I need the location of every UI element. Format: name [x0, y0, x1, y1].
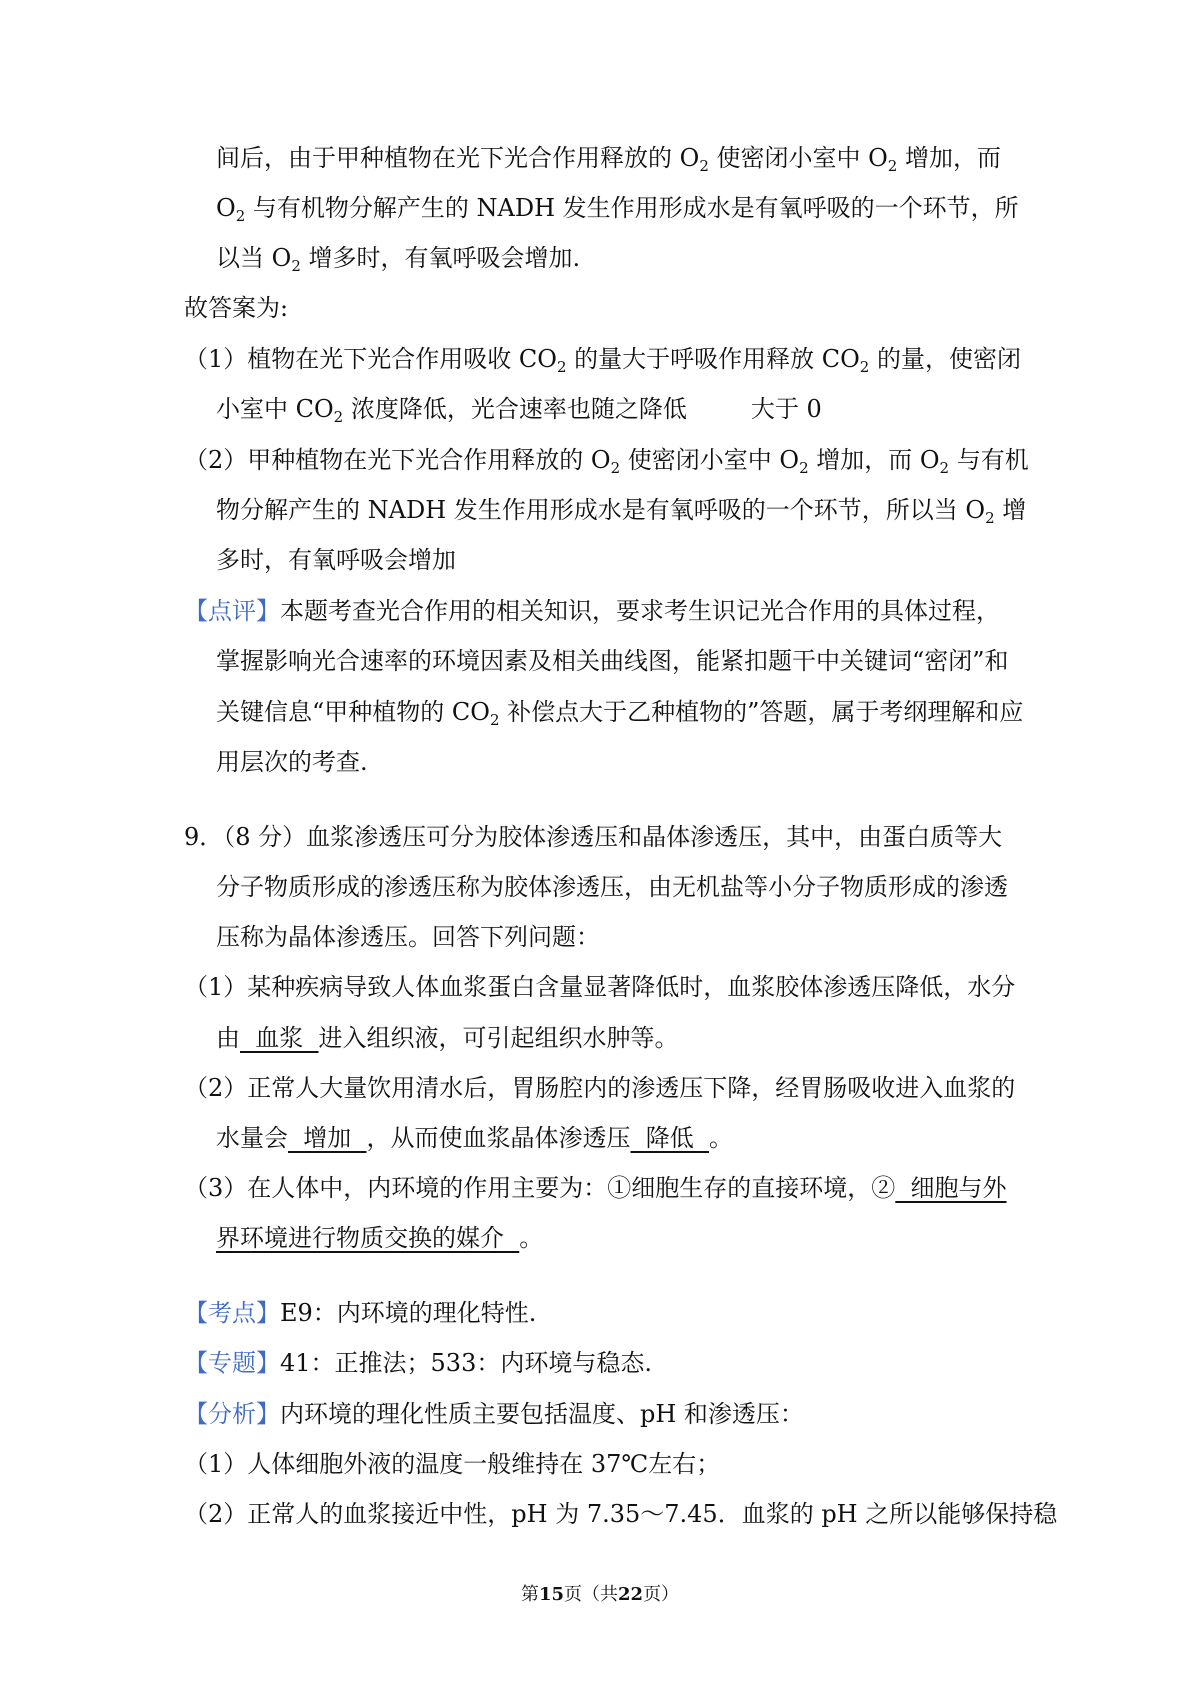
answer-1-line-1: （1）植物在光下光合作用吸收 $CO_2$ 的量大于呼吸作用释放 $CO_2$ 的量，使密闭	[184, 345, 1021, 376]
zhuanti-line: 【专题】41：正推法；533：内环境与稳态.	[184, 1349, 652, 1377]
fenxi-line: 【分析】内环境的理化性质主要包括温度、pH 和渗透压：	[184, 1400, 804, 1428]
continuation-line-1: 间后，由于甲种植物在光下光合作用释放的 $O_2$ 使密闭小室中 $O_2$ 增加，而	[216, 144, 1001, 175]
continuation-line-2: $O_2$ 与有机物分解产生的 NADH 发生作用形成水是有氧呼吸的一个环节，所	[216, 194, 1019, 225]
question-9-line-2: 分子物质形成的渗透压称为胶体渗透压，由无机盐等小分子物质形成的渗透	[216, 873, 1008, 901]
question-9-part-3-line-2: 界环境进行物质交换的媒介 。	[216, 1224, 544, 1252]
answer-blank: 细胞与外	[895, 1174, 1007, 1202]
question-9-part-3-line-1: （3）在人体中，内环境的作用主要为：①细胞生存的直接环境，② 细胞与外	[184, 1174, 1007, 1202]
answer-blank: 血浆	[240, 1024, 319, 1052]
comment-tag: 【点评】	[184, 597, 280, 625]
question-9-part-2-line-2: 水量会 增加 ，从而使血浆晶体渗透压 降低 。	[216, 1124, 734, 1152]
answer-title: 故答案为:	[184, 294, 289, 322]
comment-line-1: 【点评】本题考查光合作用的相关知识，要求考生识记光合作用的具体过程，	[184, 597, 1000, 625]
fenxi-tag: 【分析】	[184, 1400, 280, 1428]
comment-line-3: 关键信息“甲种植物的 $CO_2$ 补偿点大于乙种植物的”答题，属于考纲理解和应	[216, 698, 1024, 729]
question-9-part-2-line-1: （2）正常人大量饮用清水后，胃肠腔内的渗透压下降，经胃肠吸收进入血浆的	[184, 1074, 1016, 1102]
kaodian-line: 【考点】E9：内环境的理化特性.	[184, 1299, 537, 1327]
fenxi-point-2: （2）正常人的血浆接近中性，pH 为 7.35～7.45．血浆的 pH 之所以能够保持稳	[184, 1500, 1058, 1528]
question-9-line-1: 9．（8 分）血浆渗透压可分为胶体渗透压和晶体渗透压，其中，由蛋白质等大	[184, 823, 1003, 851]
kaodian-tag: 【考点】	[184, 1299, 280, 1327]
answer-blank: 降低	[630, 1124, 710, 1152]
answer-blank: 界环境进行物质交换的媒介	[216, 1224, 520, 1252]
continuation-line-3: 以当 $O_2$ 增多时，有氧呼吸会增加.	[216, 244, 581, 275]
comment-line-2: 掌握影响光合速率的环境因素及相关曲线图，能紧扣题干中关键词“密闭”和	[216, 647, 1009, 675]
zhuanti-tag: 【专题】	[184, 1349, 280, 1377]
question-9-line-3: 压称为晶体渗透压。回答下列问题：	[216, 923, 600, 951]
page-number: 15	[538, 1584, 564, 1605]
answer-2-line-3: 多时，有氧呼吸会增加	[216, 546, 456, 574]
page-total: 22	[618, 1584, 644, 1605]
answer-blank: 增加	[288, 1124, 367, 1152]
page-footer: 第15页（共22页）	[520, 1584, 680, 1605]
comment-line-4: 用层次的考查.	[216, 748, 368, 776]
question-9-part-1-line-2: 由 血浆 进入组织液，可引起组织水肿等。	[216, 1024, 679, 1052]
fenxi-point-1: （1）人体细胞外液的温度一般维持在 37℃左右；	[184, 1450, 721, 1478]
question-9-part-1-line-1: （1）某种疾病导致人体血浆蛋白含量显著降低时，血浆胶体渗透压降低，水分	[184, 973, 1016, 1001]
answer-2-line-1: （2）甲种植物在光下光合作用释放的 $O_2$ 使密闭小室中 $O_2$ 增加，而 $O_2$ 与有机	[184, 446, 1029, 477]
answer-2-line-2: 物分解产生的 NADH 发生作用形成水是有氧呼吸的一个环节，所以当 $O_2$ 增	[216, 496, 1027, 527]
answer-1-line-2: 小室中 $CO_2$ 浓度降低，光合速率也随之降低 大于 0	[216, 395, 822, 426]
